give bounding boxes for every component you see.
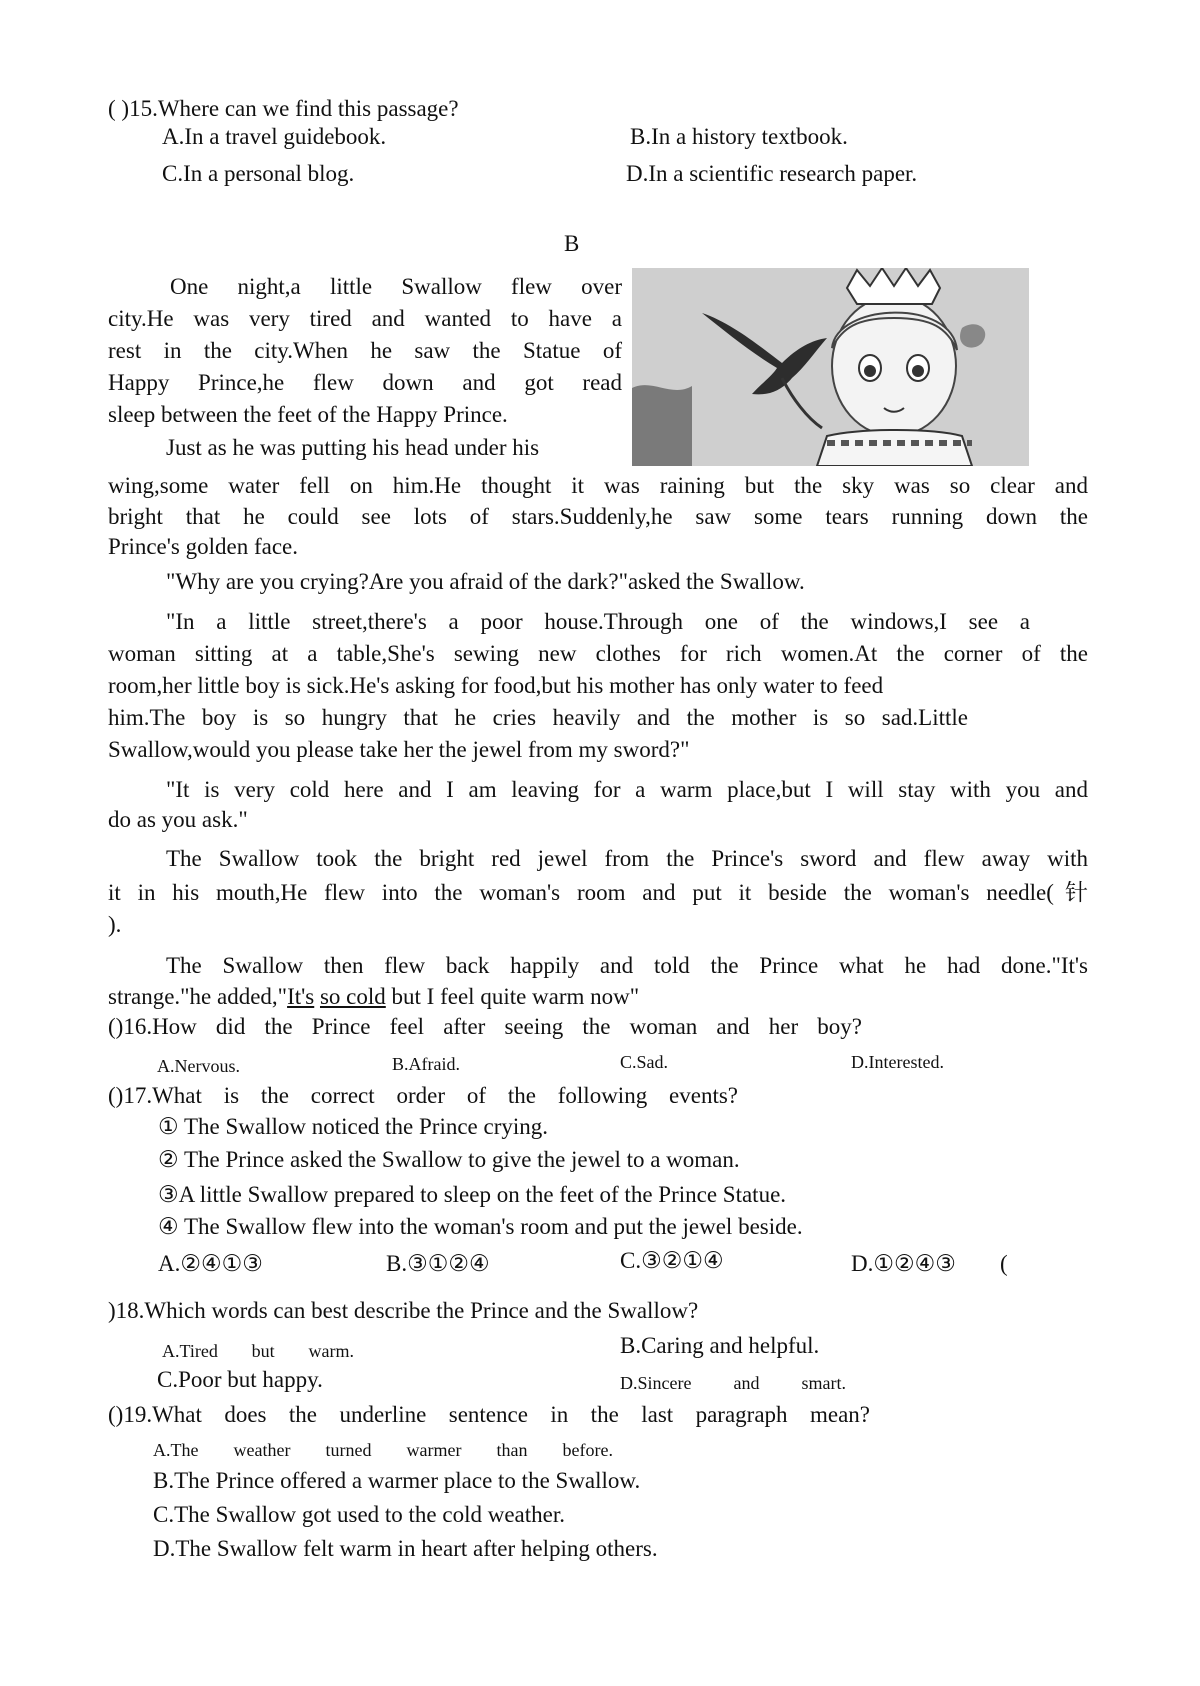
q19-stem: ()19.What does the underline sentence in the last paragraph mean? [108,1402,870,1427]
q16-stem: ()16.How did the Prince feel after seeing the woman and her boy? [108,1014,862,1039]
p1-line-1: One night,a little Swallow flew over [170,274,622,299]
p2-line-3: bright that he could see lots of stars.Suddenly,he saw some tears running down the [108,504,1088,529]
p2-line-2: wing,some water fell on him.He thought it was raining but the sky was so clear and [108,473,1088,498]
p4-line-3: room,her little boy is sick.He's asking for food,but his mother has only water to feed [108,673,884,698]
q17-event-3: ③A little Swallow prepared to sleep on the feet of the Prince Statue. [158,1182,787,1207]
q17-event-2: ② The Prince asked the Swallow to give the jewel to a woman. [158,1147,740,1172]
p5-line-1: "It is very cold here and I am leaving for a warm place,but I will stay with you and [166,777,1088,802]
q17-event-4: ④ The Swallow flew into the woman's room and put the jewel beside. [158,1214,803,1239]
q18-open-paren: ( [1000,1251,1008,1276]
underlined-its: It's [287,984,315,1009]
q18-option-a: A.Tired but warm. [162,1341,354,1361]
q18-option-c: C.Poor but happy. [157,1367,323,1392]
p2-line-1: Just as he was putting his head under his [166,435,540,460]
q18-option-b: B.Caring and helpful. [620,1333,820,1358]
q19-option-d: D.The Swallow felt warm in heart after helping others. [153,1536,658,1561]
q19-option-b: B.The Prince offered a warmer place to the Swallow. [153,1468,641,1493]
section-heading: B [564,231,580,256]
p7-line-2-start: strange."he added," [108,984,288,1009]
q16-option-a: A.Nervous. [157,1056,240,1076]
prince-swallow-illustration [632,268,1029,466]
p1-line-5: sleep between the feet of the Happy Prince. [108,402,508,427]
q15-option-d: D.In a scientific research paper. [626,161,918,186]
q15-option-a: A.In a travel guidebook. [162,124,387,149]
q15-option-c: C.In a personal blog. [162,161,355,186]
p4-line-4: him.The boy is so hungry that he cries heavily and the mother is so sad.Little [108,705,968,730]
q16-option-c: C.Sad. [620,1052,669,1072]
p1-line-2: city.He was very tired and wanted to have a [108,306,622,331]
q17-option-d: D.①②④③ [851,1251,956,1276]
p5-line-2: do as you ask." [108,807,248,832]
q15-stem: ( )15.Where can we find this passage? [108,96,459,121]
p2-line-4: Prince's golden face. [108,534,298,559]
p4-line-5: Swallow,would you please take her the jewel from my sword?" [108,737,690,762]
p6-line-1: The Swallow took the bright red jewel from the Prince's sword and flew away with [166,846,1088,871]
p1-line-4: Happy Prince,he flew down and got read [108,370,622,395]
p6-line-2: it in his mouth,He flew into the woman's room and put it beside the woman's needle(针 [108,880,1088,905]
p3-line-1: "Why are you crying?Are you afraid of the dark?"asked the Swallow. [166,569,805,594]
q18-option-d: D.Sincere and smart. [620,1373,846,1393]
q16-option-d: D.Interested. [851,1052,944,1072]
q17-event-1: ① The Swallow noticed the Prince crying. [158,1114,549,1139]
p7-line-2 [108,983,639,1011]
p1-line-3: rest in the city.When he saw the Statue of [108,338,622,363]
q17-option-a: A.②④①③ [158,1251,263,1276]
q16-option-b: B.Afraid. [392,1054,460,1074]
p4-line-2: woman sitting at a table,She's sewing new clothes for rich women.At the corner of the [108,641,1088,666]
p7-line-1: The Swallow then flew back happily and told the Prince what he had done."It's [166,953,1088,978]
underlined-so-cold: so cold [319,984,386,1009]
q19-option-a: A.The weather turned warmer than before. [153,1440,613,1460]
q19-option-c: C.The Swallow got used to the cold weather. [153,1502,566,1527]
p4-line-1: "In a little street,there's a poor house.Through one of the windows,I see a [166,609,1030,634]
p6-line-3: ). [108,912,122,937]
p7-line-2-end: but I feel quite warm now" [385,984,640,1009]
q18-stem: )18.Which words can best describe the Prince and the Swallow? [108,1298,699,1323]
q17-option-c: C.③②①④ [620,1248,724,1273]
q15-option-b: B.In a history textbook. [630,124,848,149]
q17-stem: ()17.What is the correct order of the following events? [108,1083,738,1108]
illustration-svg [632,268,1029,466]
q17-option-b: B.③①②④ [386,1251,490,1276]
